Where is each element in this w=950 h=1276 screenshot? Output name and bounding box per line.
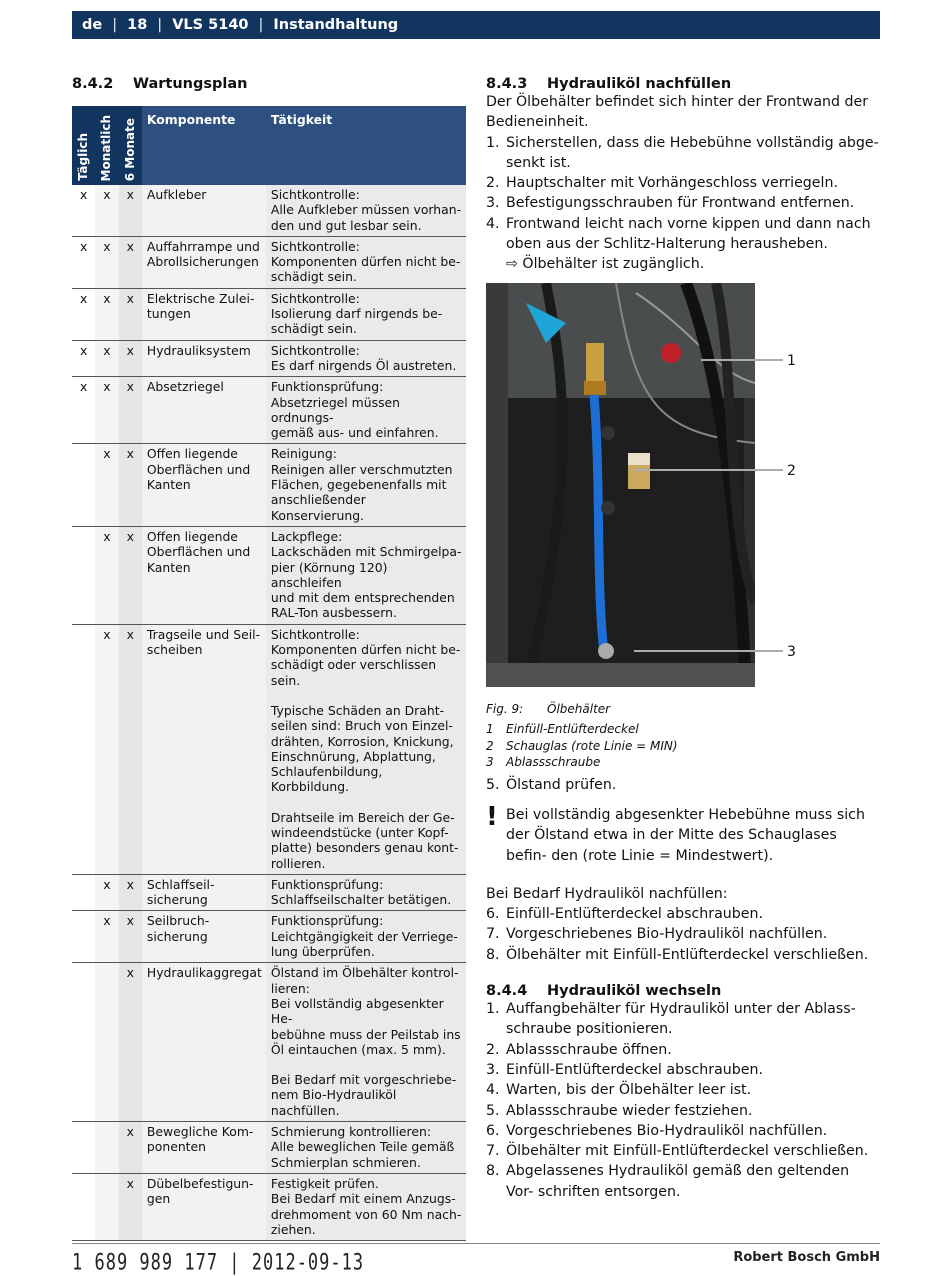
intro-text: Der Ölbehälter befindet sich hinter der Frontwand der Bedieneinheit. (486, 94, 869, 131)
activity-line: Reinigung: (270, 446, 337, 462)
list-item (486, 214, 880, 255)
interval-cell: x (119, 874, 142, 911)
activity-cell (266, 377, 466, 444)
interval-cell (72, 874, 95, 911)
activity-line: Bei Bedarf mit vorgeschriebe- (270, 1072, 457, 1088)
activity-line: anschließender Konservierung. (270, 492, 366, 523)
interval-cell: x (72, 377, 95, 444)
step-number: 1. (486, 1001, 500, 1018)
activity-line (271, 1057, 462, 1072)
component-cell: Dübelbefestigun- gen (142, 1173, 266, 1240)
step-text: Einfüll-Entlüfterdeckel abschrauben. (506, 1061, 764, 1078)
activity-line: bebühne muss der Peilstab ins (270, 1026, 461, 1042)
activity-line: Alle Aufkleber müssen vorhan- (270, 202, 462, 218)
section-heading-843 (486, 76, 880, 92)
legend-number: 2 (486, 738, 494, 753)
step-number: 7. (486, 1143, 500, 1160)
steps-list-843 (486, 133, 880, 255)
interval-cell: x (119, 911, 142, 963)
table-row (72, 1173, 466, 1240)
step-number: 8. (486, 946, 500, 963)
col-component: Komponente (142, 106, 266, 185)
activity-line: rollieren. (270, 855, 326, 871)
interval-cell: x (95, 288, 118, 340)
interval-cell (72, 911, 95, 963)
interval-cell (95, 1173, 118, 1240)
activity-line: gemäß aus- und einfahren. (270, 425, 439, 441)
list-item (486, 924, 880, 944)
interval-cell (72, 1122, 95, 1174)
interval-cell: x (119, 526, 142, 624)
activity-line: Komponenten dürfen nicht be- (270, 642, 461, 658)
legend-number: 1 (486, 722, 494, 737)
activity-line: Es darf nirgends Öl austreten. (270, 357, 457, 373)
activity-cell (266, 1122, 466, 1174)
section-number: 8.4.3 (486, 76, 528, 92)
activity-line: Sichtkontrolle: (270, 290, 360, 306)
activity-line (271, 795, 462, 810)
right-column (486, 76, 880, 1202)
activity-cell (266, 185, 466, 236)
step-text: Frontwand leicht nach vorne kippen und dann nach oben aus der Schlitz-Halterung herausheben. (506, 215, 871, 253)
note-box (486, 801, 880, 866)
interval-cell (72, 1173, 95, 1240)
legend-item (486, 754, 880, 771)
activity-line: Sichtkontrolle: (270, 626, 360, 642)
table-row (72, 288, 466, 340)
activity-line: Absetzriegel müssen ordnungs- (270, 394, 400, 425)
list-item: 5. Ölstand prüfen. (486, 776, 617, 793)
activity-cell (266, 1173, 466, 1240)
activity-line: drähten, Korrosion, Knickung, (270, 733, 454, 749)
step-text: Abgelassenes Hydrauliköl gemäß den geltenden Vor- schriften entsorgen. (506, 1163, 850, 1200)
list-item (486, 1161, 880, 1202)
interval-cell: x (95, 911, 118, 963)
step-text: Ablassschraube wieder festziehen. (506, 1102, 753, 1119)
legend-number: 3 (486, 755, 494, 770)
figure-oil-tank (486, 283, 880, 687)
steps-list-843b (486, 904, 880, 965)
callout-lines (486, 283, 880, 687)
list-item (486, 1040, 880, 1060)
interval-cell: x (72, 185, 95, 236)
activity-line: Funktionsprüfung: (270, 379, 384, 395)
activity-line: Sichtkontrolle: (270, 238, 360, 254)
step-number: 4. (486, 1082, 500, 1099)
step-text: Ablassschraube öffnen. (506, 1041, 672, 1058)
interval-cell (72, 444, 95, 526)
activity-line: RAL-Ton ausbessern. (270, 605, 397, 621)
interval-cell: x (119, 624, 142, 874)
interval-cell: x (95, 444, 118, 526)
page-header: de | 18 | VLS 5140 | Instandhaltung (72, 11, 880, 39)
header-section: Instandhaltung (273, 17, 399, 33)
activity-line: pier (Körnung 120) anschleifen (270, 559, 388, 590)
callout-3: 3 (787, 643, 796, 660)
list-item (486, 1101, 880, 1121)
footer-company: Robert Bosch GmbH (733, 1250, 880, 1265)
step-text: Vorgeschriebenes Bio-Hydrauliköl nachfüllen. (506, 926, 828, 943)
activity-line: schädigt sein. (270, 321, 357, 337)
interval-cell: x (119, 963, 142, 1122)
component-cell: Bewegliche Kom- ponenten (142, 1122, 266, 1174)
note-text: Bei vollständig abgesenkter Hebebühne muss sich der Ölstand etwa in der Mitte des Schauglases befin- den (rote Linie = Mindestwert). (506, 806, 865, 864)
activity-line: Schlaffseilschalter betätigen. (270, 892, 452, 908)
interval-cell: x (119, 236, 142, 288)
col-activity: Tätigkeit (266, 106, 466, 185)
activity-line: seilen sind: Bruch von Einzel- (270, 718, 453, 734)
table-row (72, 340, 466, 377)
step-number: 7. (486, 926, 500, 943)
interval-cell: x (119, 377, 142, 444)
callout-1: 1 (787, 352, 796, 369)
activity-cell (266, 236, 466, 288)
activity-line: Isolierung darf nirgends be- (270, 306, 443, 322)
interval-cell: x (95, 236, 118, 288)
activity-line: Bei Bedarf mit einem Anzugs- (270, 1191, 456, 1207)
list-item (486, 133, 880, 174)
activity-line: Bei vollständig abgesenkter He- (270, 995, 444, 1027)
activity-line: Funktionsprüfung: (270, 876, 384, 892)
activity-cell (266, 911, 466, 963)
activity-cell (266, 444, 466, 526)
component-cell: Offen liegende Oberflächen und Kanten (142, 444, 266, 526)
interval-cell: x (72, 340, 95, 377)
steps-list-844 (486, 999, 880, 1202)
activity-line: drehmoment von 60 Nm nach- (270, 1206, 462, 1222)
list-item (486, 193, 880, 213)
interval-cell: x (72, 288, 95, 340)
activity-line: windeendstücke (unter Kopf- (270, 824, 449, 840)
component-cell: Schlaffseil- sicherung (142, 874, 266, 911)
list-item (486, 1141, 880, 1161)
interval-cell: x (119, 288, 142, 340)
list-item (486, 1060, 880, 1080)
step-text: Einfüll-Entlüfterdeckel abschrauben. (506, 906, 764, 923)
component-cell: Auffahrrampe und Abrollsicherungen (142, 236, 266, 288)
activity-line: lung überprüfen. (270, 944, 375, 960)
legend-text: Schauglas (rote Linie = MIN) (506, 738, 678, 753)
component-cell: Hydraulikaggregat (142, 963, 266, 1122)
section-number: 8.4.2 (72, 76, 114, 92)
activity-line: Komponenten dürfen nicht be- (270, 254, 461, 270)
activity-line: Sichtkontrolle: (270, 342, 360, 358)
component-cell: Elektrische Zulei- tungen (142, 288, 266, 340)
table-row (72, 874, 466, 911)
step-text: Sicherstellen, dass die Hebebühne vollständig abge- senkt ist. (506, 134, 879, 171)
table-row (72, 911, 466, 963)
interval-cell: x (119, 1122, 142, 1174)
header-model: VLS 5140 (172, 17, 249, 33)
section-title: Wartungsplan (133, 76, 248, 92)
step-text: Hauptschalter mit Vorhängeschloss verriegeln. (506, 175, 838, 192)
interval-cell: x (72, 236, 95, 288)
callout-2: 2 (787, 462, 796, 479)
step-number: 3. (486, 195, 500, 212)
interval-cell: x (119, 1173, 142, 1240)
activity-cell (266, 526, 466, 624)
step-number: 6. (486, 906, 500, 923)
activity-line: Leichtgängigkeit der Verriege- (270, 928, 458, 944)
component-cell: Seilbruch- sicherung (142, 911, 266, 963)
step-text: Auffangbehälter für Hydrauliköl unter der Ablass- schraube positionieren. (506, 1001, 856, 1038)
step-number: 2. (486, 1041, 500, 1058)
step-text: Warten, bis der Ölbehälter leer ist. (506, 1082, 752, 1099)
header-page: 18 (127, 17, 148, 33)
col-daily: Täglich (72, 106, 95, 185)
step-text: Vorgeschriebenes Bio-Hydrauliköl nachfüllen. (506, 1122, 828, 1139)
interval-cell: x (119, 340, 142, 377)
activity-line: Lackpflege: (270, 528, 343, 544)
activity-line: schädigt oder verschlissen sein. (270, 657, 437, 688)
interval-cell: x (119, 185, 142, 236)
activity-line: Flächen, gegebenenfalls mit (270, 477, 447, 493)
activity-line: Typische Schäden an Draht- (270, 702, 445, 718)
table-row (72, 624, 466, 874)
step-number: 6. (486, 1122, 500, 1139)
activity-line: Funktionsprüfung: (270, 913, 384, 929)
interval-cell: x (95, 874, 118, 911)
activity-line: Festigkeit prüfen. (270, 1175, 379, 1191)
interval-cell: x (95, 624, 118, 874)
table-row (72, 236, 466, 288)
list-item (486, 1121, 880, 1141)
table-row (72, 377, 466, 444)
interval-cell (72, 963, 95, 1122)
section-number: 8.4.4 (486, 983, 528, 1000)
figure-label: Fig. 9: (486, 701, 524, 716)
footer-divider (72, 1243, 880, 1244)
step-number: 8. (486, 1163, 500, 1180)
activity-line: Drahtseile im Bereich der Ge- (270, 809, 455, 825)
activity-line: schädigt sein. (270, 269, 357, 285)
activity-cell (266, 624, 466, 874)
step-number: 3. (486, 1061, 500, 1078)
section-heading-844 (486, 983, 880, 999)
activity-cell (266, 963, 466, 1122)
step-number: 5. (486, 1102, 500, 1119)
step5-list (486, 775, 880, 795)
interval-cell (72, 526, 95, 624)
step-text: Befestigungsschrauben für Frontwand entfernen. (506, 195, 855, 212)
activity-line: platte) besonders genau kont- (270, 840, 459, 856)
activity-cell (266, 874, 466, 911)
activity-line: Schmierplan schmieren. (270, 1154, 421, 1170)
maintenance-table (72, 106, 466, 1241)
legend-text: Ablassschraube (506, 755, 601, 770)
activity-line: und mit dem entsprechenden (270, 590, 455, 606)
figure-caption (486, 701, 880, 771)
activity-line: Lackschäden mit Schmirgelpa- (270, 544, 462, 560)
component-cell: Hydrauliksystem (142, 340, 266, 377)
step-number: 1. (486, 134, 500, 151)
interval-cell: x (95, 377, 118, 444)
interval-cell: x (95, 185, 118, 236)
legend-text: Einfüll-Entlüfterdeckel (506, 722, 639, 737)
table-row (72, 185, 466, 236)
component-cell: Offen liegende Oberflächen und Kanten (142, 526, 266, 624)
col-monthly: Monatlich (95, 106, 118, 185)
activity-line: Alle beweglichen Teile gemäß (270, 1139, 455, 1155)
interval-cell (95, 963, 118, 1122)
activity-line: Reinigen aller verschmutzten (270, 461, 453, 477)
activity-line: lieren: (270, 980, 310, 996)
left-column (72, 76, 466, 1241)
component-cell: Tragseile und Seil- scheiben (142, 624, 266, 874)
activity-line: nem Bio-Hydrauliköl nachfüllen. (270, 1087, 397, 1118)
list-item (486, 1080, 880, 1100)
activity-cell (266, 340, 466, 377)
activity-line: Einschnürung, Abplattung, (270, 748, 436, 764)
section-title: Hydrauliköl wechseln (547, 983, 722, 1000)
step-text: Ölbehälter mit Einfüll-Entlüfterdeckel verschließen. (506, 1143, 869, 1160)
component-cell: Absetzriegel (142, 377, 266, 444)
figure-title: Ölbehälter (547, 701, 611, 716)
list-item (486, 904, 880, 924)
list-item (486, 945, 880, 965)
activity-line: Ölstand im Ölbehälter kontrol- (270, 965, 459, 981)
table-row (72, 526, 466, 624)
step-number: 2. (486, 175, 500, 192)
component-cell: Aufkleber (142, 185, 266, 236)
refill-intro: Bei Bedarf Hydrauliköl nachfüllen: (486, 885, 728, 902)
legend-item (486, 721, 880, 738)
interval-cell: x (119, 444, 142, 526)
list-item (486, 173, 880, 193)
header-lang: de (82, 17, 103, 33)
result-text: ⇨ Ölbehälter ist zugänglich. (506, 256, 705, 273)
interval-cell (72, 624, 95, 874)
interval-cell (95, 1122, 118, 1174)
activity-line: Öl eintauchen (max. 5 mm). (270, 1041, 446, 1057)
activity-line: Schlaufenbildung, Korbbildung. (270, 764, 383, 795)
list-item (486, 999, 880, 1040)
activity-line: den und gut lesbar sein. (270, 217, 422, 233)
activity-line: Schmierung kontrollieren: (270, 1124, 431, 1140)
interval-cell: x (95, 526, 118, 624)
legend-item (486, 738, 880, 755)
table-row (72, 1122, 466, 1174)
activity-line: Sichtkontrolle: (270, 187, 360, 202)
col-six-months: 6 Monate (119, 106, 142, 185)
table-row (72, 963, 466, 1122)
table-row (72, 444, 466, 526)
activity-line (271, 688, 462, 703)
footer-doc-number: 1 689 989 177 | 2012-09-13 (72, 1250, 365, 1276)
section-heading-842 (72, 76, 466, 92)
section-title: Hydrauliköl nachfüllen (547, 76, 732, 92)
step-number: 4. (486, 215, 500, 232)
interval-cell: x (95, 340, 118, 377)
activity-cell (266, 288, 466, 340)
step-text: Ölbehälter mit Einfüll-Entlüfterdeckel verschließen. (506, 946, 869, 963)
exclamation-icon: ! (486, 801, 498, 832)
activity-line: ziehen. (270, 1221, 316, 1237)
